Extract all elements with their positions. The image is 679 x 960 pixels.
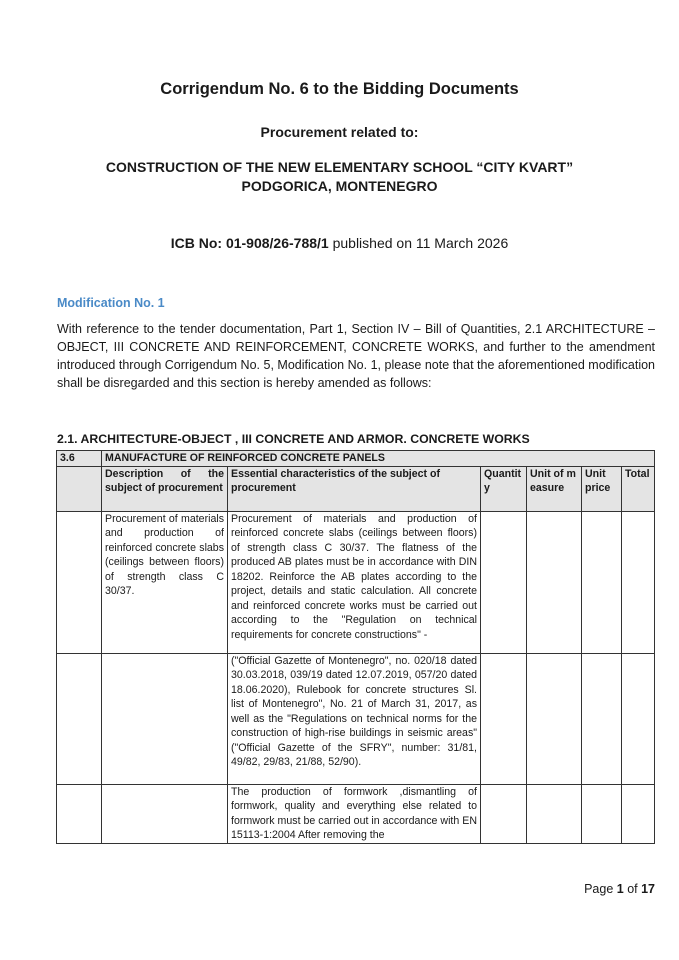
row-description: Procurement of materials and production of reinforced concrete slabs (ceilings between floors) of strength class C 30/37. xyxy=(102,511,228,653)
project-name xyxy=(0,158,679,196)
table-row xyxy=(57,511,655,653)
row-code-cell xyxy=(57,784,102,843)
page-number xyxy=(584,882,655,896)
table-header-row xyxy=(57,466,655,511)
header-quantity: Quantity xyxy=(481,466,527,511)
header-description: Description of the subject of procurement xyxy=(102,466,228,511)
header-essential: Essential characteristics of the subject of procurement xyxy=(228,466,481,511)
row-unit xyxy=(527,511,582,653)
row-total xyxy=(622,653,655,784)
row-quantity xyxy=(481,784,527,843)
row-quantity xyxy=(481,511,527,653)
row-description xyxy=(102,784,228,843)
icb-line xyxy=(0,235,679,251)
document-title: Corrigendum No. 6 to the Bidding Documents xyxy=(160,80,519,98)
row-code-cell xyxy=(57,511,102,653)
table-row xyxy=(57,784,655,843)
icb-published: published on 11 March 2026 xyxy=(328,235,509,251)
project-line-1: CONSTRUCTION OF THE NEW ELEMENTARY SCHOOL “CITY KVART” xyxy=(105,159,574,175)
row-total xyxy=(622,784,655,843)
page-total: 17 xyxy=(641,882,655,896)
header-unit: Unit of measure xyxy=(527,466,582,511)
icb-number: ICB No: 01-908/26-788/1 xyxy=(170,235,329,251)
bill-of-quantities-table xyxy=(56,450,655,844)
item-code-title: MANUFACTURE OF REINFORCED CONCRETE PANELS xyxy=(102,451,655,467)
row-code-cell xyxy=(57,653,102,784)
table-code-row xyxy=(57,451,655,467)
header-unit-price: Unit price xyxy=(582,466,622,511)
row-essential: The production of formwork ,dismantling of formwork, quality and everything else related to formwork must be carried out in accordance with EN 15113-1:2004 After removing the xyxy=(228,784,481,843)
row-unit xyxy=(527,784,582,843)
section-heading: 2.1. ARCHITECTURE-OBJECT , III CONCRETE AND ARMOR. CONCRETE WORKS xyxy=(57,432,530,446)
row-unit-price xyxy=(582,784,622,843)
page-label: Page xyxy=(584,882,617,896)
header-blank-cell xyxy=(57,466,102,511)
row-unit-price xyxy=(582,511,622,653)
page-current: 1 xyxy=(616,882,624,896)
procurement-label: Procurement related to: xyxy=(260,124,419,140)
header-total: Total xyxy=(622,466,655,511)
row-essential: Procurement of materials and production of reinforced concrete slabs (ceilings between floors) of strength class C 30/37. The flatness of the produced AB plates must be in accordance with DIN 18202. Reinforce the AB plates according to the project, details and static calculation. All concrete and reinforced concrete works must be carried out according to the "Regulation on technical requirements for concrete constructions" - xyxy=(228,511,481,653)
row-unit xyxy=(527,653,582,784)
row-quantity xyxy=(481,653,527,784)
modification-heading: Modification No. 1 xyxy=(57,296,165,310)
modification-paragraph: With reference to the tender documentation, Part 1, Section IV – Bill of Quantities, 2.1 ARCHITECTURE – OBJECT, III CONCRETE AND REINFORCEMENT, CONCRETE WORKS, and further to the amendment introduced through Corrigendum No. 5, Modification No. 1, please note that the aforementioned modification shall be disregarded and this section is hereby amended as follows: xyxy=(57,322,655,390)
project-line-2: PODGORICA, MONTENEGRO xyxy=(241,178,438,194)
table-row xyxy=(57,653,655,784)
row-unit-price xyxy=(582,653,622,784)
item-code: 3.6 xyxy=(57,451,102,467)
row-description xyxy=(102,653,228,784)
row-essential: ("Official Gazette of Montenegro", no. 020/18 dated 30.03.2018, 039/19 dated 12.07.2019, 057/20 dated 18.06.2020), Rulebook for concrete structures Sl. list of Montenegro", No. 21 of March 31, 2017, as well as the "Regulations on technical norms for the construction of high-rise buildings in seismic areas" ("Official Gazette of the SFRY", number: 31/81, 49/82, 29/83, 21/88, 52/90). xyxy=(228,653,481,784)
row-total xyxy=(622,511,655,653)
page-of: of xyxy=(623,882,642,896)
